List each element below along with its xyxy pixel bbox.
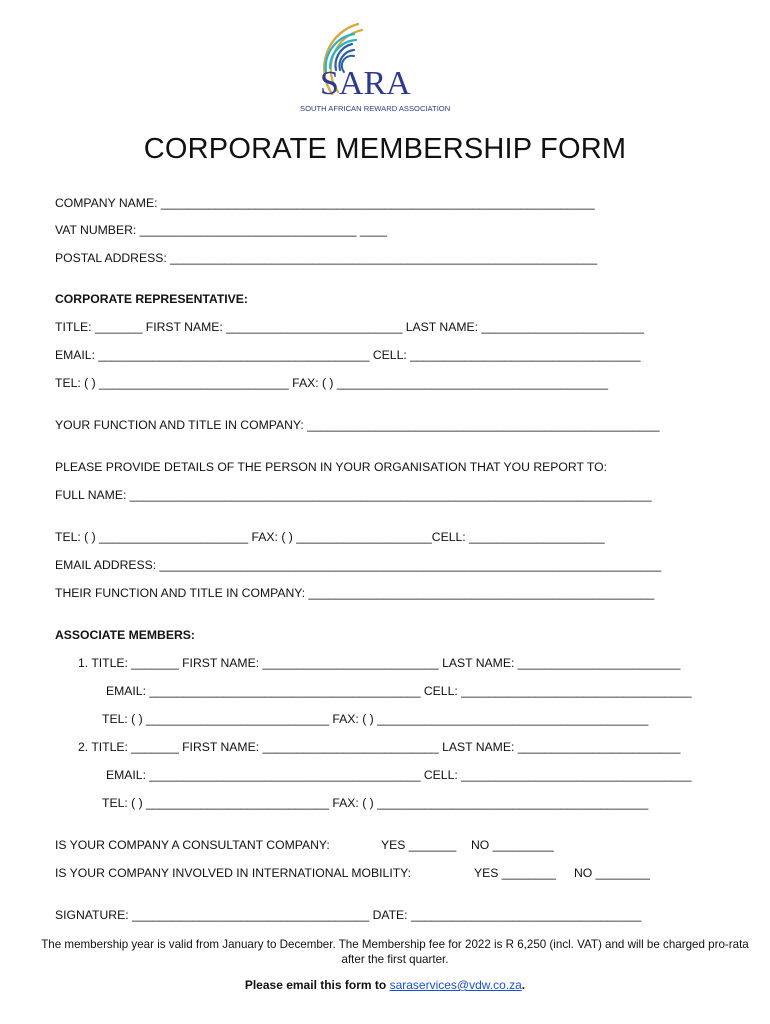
sara-logo-mark bbox=[296, 12, 486, 117]
email-instruction bbox=[0, 978, 770, 992]
postal-address-field[interactable]: POSTAL ADDRESS: _______________________________________________________________ bbox=[55, 251, 598, 265]
vat-number-field[interactable]: VAT NUMBER: ________________________________ ____ bbox=[55, 223, 388, 237]
logo-name: SARA bbox=[320, 65, 411, 102]
email-instruction-suffix: . bbox=[521, 978, 526, 992]
mobility-question: IS YOUR COMPANY INVOLVED IN INTERNATIONAL MOBILITY: bbox=[55, 866, 411, 880]
email-address-field[interactable]: EMAIL ADDRESS: __________________________________________________________________________ bbox=[55, 558, 662, 572]
assoc2-email-cell-field[interactable]: EMAIL: ________________________________________ CELL: __________________________________ bbox=[106, 768, 692, 782]
signature-date-field[interactable]: SIGNATURE: ___________________________________ DATE: __________________________________ bbox=[55, 908, 642, 922]
rep-email-cell-field[interactable]: EMAIL: ________________________________________ CELL: __________________________________ bbox=[55, 348, 641, 362]
logo-tagline: SOUTH AFRICAN REWARD ASSOCIATION bbox=[300, 104, 451, 113]
membership-fee-note: The membership year is valid from January to December. The Membership fee for 2022 is R 6,250 (incl. VAT) and will be charged pro-rata after the first quarter. bbox=[41, 938, 749, 966]
report-to-instructions: PLEASE PROVIDE DETAILS OF THE PERSON IN YOUR ORGANISATION THAT YOU REPORT TO: bbox=[55, 460, 607, 474]
email-instruction-prefix: Please email this form to bbox=[244, 978, 390, 992]
full-name-field[interactable]: FULL NAME: _____________________________________________________________________________ bbox=[55, 488, 652, 502]
their-function-field[interactable]: THEIR FUNCTION AND TITLE IN COMPANY: ___________________________________________________ bbox=[55, 586, 655, 600]
rep-tel-fax-field[interactable]: TEL: ( ) ____________________________ FAX: ( ) ________________________________________ bbox=[55, 376, 609, 390]
function-title-field[interactable]: YOUR FUNCTION AND TITLE IN COMPANY: ____________________________________________________ bbox=[55, 418, 660, 432]
assoc2-title-names-field[interactable]: 2. TITLE: _______ FIRST NAME: __________________________ LAST NAME: ________________________ bbox=[78, 740, 681, 754]
report-tel-fax-cell-field[interactable]: TEL: ( ) ______________________ FAX: ( ) ____________________CELL: ____________________ bbox=[55, 530, 605, 544]
company-name-field[interactable]: COMPANY NAME: ________________________________________________________________ bbox=[55, 196, 595, 210]
sara-logo bbox=[296, 12, 486, 117]
mobility-yes-field[interactable]: YES ________ bbox=[474, 866, 556, 880]
associate-members-heading: ASSOCIATE MEMBERS: bbox=[55, 628, 195, 642]
consultant-question: IS YOUR COMPANY A CONSULTANT COMPANY: bbox=[55, 838, 330, 852]
consultant-no-field[interactable]: NO _________ bbox=[471, 838, 554, 852]
assoc1-tel-fax-field[interactable]: TEL: ( ) ___________________________ FAX: ( ) ________________________________________ bbox=[102, 712, 649, 726]
form-title: CORPORATE MEMBERSHIP FORM bbox=[143, 133, 627, 165]
mobility-no-field[interactable]: NO ________ bbox=[574, 866, 650, 880]
corporate-representative-heading: CORPORATE REPRESENTATIVE: bbox=[55, 292, 248, 306]
consultant-yes-field[interactable]: YES _______ bbox=[381, 838, 457, 852]
assoc1-email-cell-field[interactable]: EMAIL: ________________________________________ CELL: __________________________________ bbox=[106, 684, 692, 698]
rep-title-names-field[interactable]: TITLE: _______ FIRST NAME: __________________________ LAST NAME: ________________________ bbox=[55, 320, 645, 334]
assoc2-tel-fax-field[interactable]: TEL: ( ) ___________________________ FAX: ( ) ________________________________________ bbox=[102, 796, 649, 810]
email-link[interactable]: saraservices@vdw.co.za bbox=[389, 978, 522, 992]
assoc1-title-names-field[interactable]: 1. TITLE: _______ FIRST NAME: __________________________ LAST NAME: ________________________ bbox=[78, 656, 681, 670]
